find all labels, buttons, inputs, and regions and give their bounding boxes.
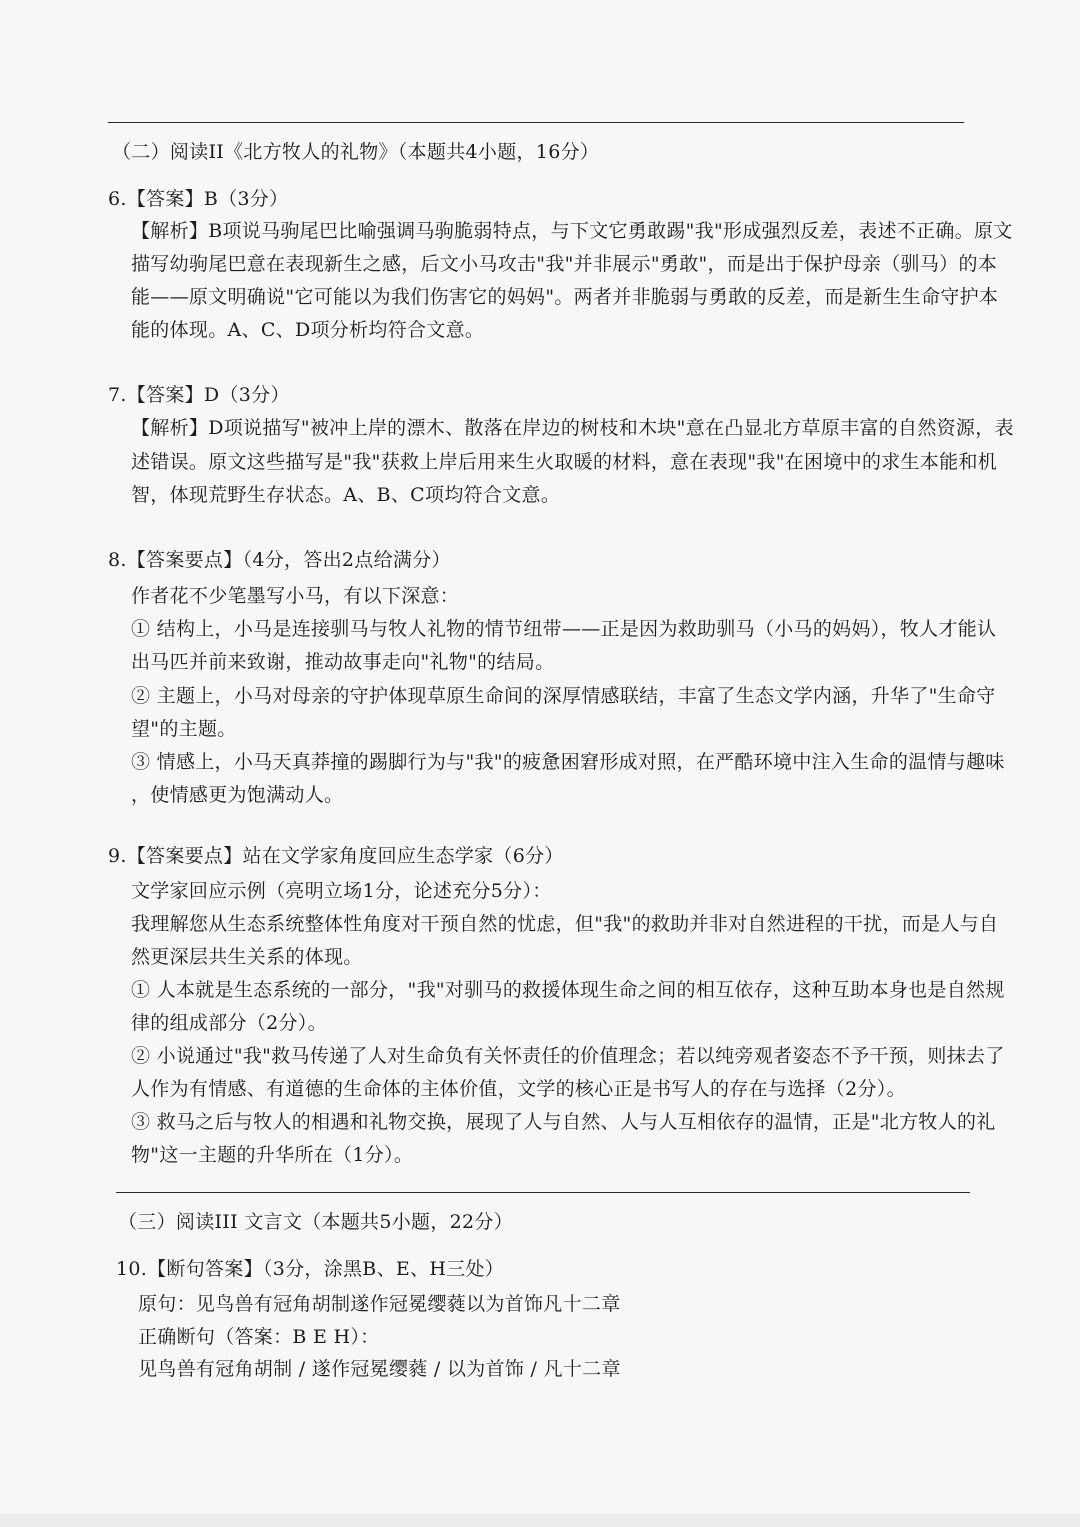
q6-analysis-line: 描写幼驹尾巴意在表现新生之感，后文小马攻击"我"并非展示"勇敢"，而是出于保护母亲（驯马）的本 [131,253,998,275]
q8-line: 作者花不少笔墨写小马，有以下深意： [131,585,460,607]
section-divider [116,1192,970,1193]
q9-line: ② 小说通过"我"救马传递了人对生命负有关怀责任的价值理念；若以纯旁观者姿态不予干预，则抹去了 [131,1045,1005,1067]
q8-line: ③ 情感上，小马天真莽撞的踢脚行为与"我"的疲惫困窘形成对照，在严酷环境中注入生命的温情与趣味 [131,751,1005,773]
top-divider [108,122,964,123]
q10-answer: 10.【断句答案】（3分，涂黑B、E、H三处） [116,1258,505,1280]
q9-line: 然更深层共生关系的体现。 [131,946,363,968]
q8-answer: 8.【答案要点】（4分，答出2点给满分） [108,549,451,571]
q8-line: 出马匹并前来致谢，推动故事走向"礼物"的结局。 [131,651,555,673]
q7-analysis-line: 智，体现荒野生存状态。A、B、C项均符合文意。 [131,484,561,506]
q7-answer: 7.【答案】D（3分） [108,384,290,406]
q7-analysis-line: 【解析】D项说描写"被冲上岸的漂木、散落在岸边的树枝和木块"意在凸显北方草原丰富的自然资源，表 [131,417,1014,439]
section-3-header: （三）阅读III 文言文（本题共5小题，22分） [118,1211,514,1233]
q10-line: 正确断句（答案：B E H）： [138,1326,380,1348]
q9-answer: 9.【答案要点】站在文学家角度回应生态学家（6分） [108,845,564,867]
q9-line: ① 人本就是生态系统的一部分，"我"对驯马的救援体现生命之间的相互依存，这种互助本身也是自然规 [131,979,1005,1001]
q6-analysis-line: 能的体现。A、C、D项分析均符合文意。 [131,319,485,341]
q9-line: 我理解您从生态系统整体性角度对干预自然的忧虑，但"我"的救助并非对自然进程的干扰，而是人与自 [131,913,999,935]
q6-analysis-line: 【解析】B项说马驹尾巴比喻强调马驹脆弱特点，与下文它勇敢踢"我"形成强烈反差，表述不正确。原文 [131,220,1013,242]
q6-answer: 6.【答案】B（3分） [108,188,289,210]
q8-line: ② 主题上，小马对母亲的守护体现草原生命间的深厚情感联结，丰富了生态文学内涵，升华了"生命守 [131,685,996,707]
q9-line: 文学家回应示例（亮明立场1分，论述充分5分）： [131,880,552,902]
section-2-header: （二）阅读II《北方牧人的礼物》（本题共4小题，16分） [112,141,600,163]
q8-line: ，使情感更为饱满动人。 [131,784,344,806]
q9-line: 物"这一主题的升华所在（1分）。 [131,1144,414,1166]
q9-line: 人作为有情感、有道德的生命体的主体价值，文学的核心正是书写人的存在与选择（2分）。 [131,1078,906,1100]
q10-line: 见鸟兽有冠角胡制 / 遂作冠冕缨蕤 / 以为首饰 / 凡十二章 [138,1358,621,1380]
q7-analysis-line: 述错误。原文这些描写是"我"获救上岸后用来生火取暖的材料，意在表现"我"在困境中的求生本能和机 [131,451,998,473]
q6-analysis-line: 能——原文明确说"它可能以为我们伤害它的妈妈"。两者并非脆弱与勇敢的反差，而是新生生命守护本 [131,286,999,308]
q9-line: ③ 救马之后与牧人的相遇和礼物交换，展现了人与自然、人与人互相依存的温情，正是"北方牧人的礼 [131,1111,996,1133]
q8-line: 望"的主题。 [131,718,237,740]
q9-line: 律的组成部分（2分）。 [131,1012,327,1034]
q8-line: ① 结构上，小马是连接驯马与牧人礼物的情节纽带——正是因为救助驯马（小马的妈妈），牧人才能认 [131,618,997,640]
scan-bottom-edge [0,1514,1080,1527]
q10-line: 原句：见鸟兽有冠角胡制遂作冠冕缨蕤以为首饰凡十二章 [138,1293,621,1315]
